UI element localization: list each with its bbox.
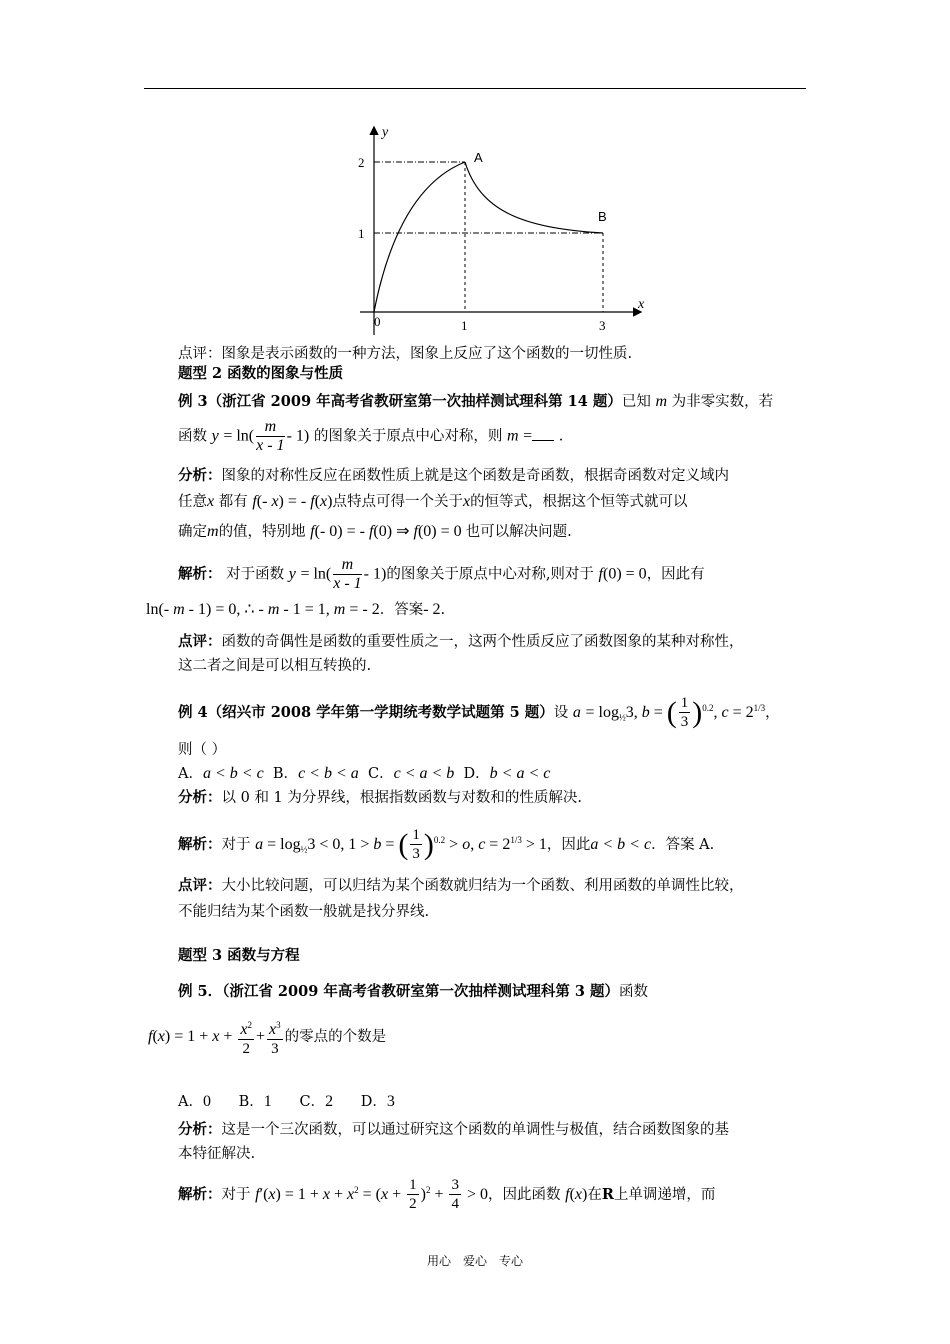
solution-text: ．答案 A. [651,836,715,853]
ex3-text: 的图象关于原点中心对称，则 [313,428,503,445]
ex4-solution: 解析：对于 $a = \log_{\frac{1}{2}}3 < 0$, 1 > b = ( $\frac{1}{3}$ )$^{0.2}$ > o, $c = 2^{1/3} > 1$，因此a < b < c．答案 A. [178,827,715,863]
point-b-label: B [598,209,607,224]
option-d-value: 3 [386,1093,395,1110]
x-tick-3: 3 [599,318,606,333]
solution-text: 在 [587,1186,602,1203]
ex5-options [178,1092,395,1112]
ex3-analysis-1 [178,466,729,486]
solution-text: 的图象关于原点中心对称,则对于 [386,566,594,583]
curve-rising [374,162,465,312]
solution-label: 解析： [178,565,222,583]
solution-label: 解析： [178,835,222,853]
ex3-line1: 例 3（浙江省 2009 年高考省教研室第一次抽样测试理科第 14 题）已知 m 为非零实数，若 [178,393,774,410]
ex4-text: ， [765,704,780,721]
analysis-text: 图象的对称性反应在函数性质上就是这个函数是奇函数，根据奇函数对定义域内 [221,468,729,484]
x-tick-0: 0 [374,314,381,329]
solution-text: 答案 [394,602,424,618]
analysis-label: 分析： [178,467,222,484]
ex3-solution-2: ln(- m - 1) = 0, ∴ - m - 1 = 1, m = - 2．答案- 2. [146,601,446,618]
ex4-source: （绍兴市 2008 学年第一学期统考数学试题第 5 题） [207,703,554,721]
ex5-analysis-2: 本特征解决. [178,1146,256,1162]
solution-label: 解析： [178,1185,222,1203]
option-c-value: 2 [325,1093,334,1110]
x-axis-label: x [638,297,645,312]
y-tick-2: 2 [358,155,365,170]
ex5-text: 函数 [619,984,649,1000]
solution-text: 上单调递增，而 [613,1186,716,1203]
page-footer: 用心 爱心 专心 [426,1254,523,1268]
comment-1 [178,344,632,364]
analysis-text: 都有 [218,494,248,510]
ex4-comment-1 [178,876,744,896]
comment-text: 大小比较问题，可以归结为某个函数就归结为一个函数、利用函数的单调性比较， [221,878,744,894]
section-3-title: 题型 3 函数与方程 [178,947,300,964]
comment-text: 函数的奇偶性是函数的重要性质之一，这两个性质反应了函数图象的某种对称性， [221,634,744,650]
analysis-text: 确定 [178,524,207,540]
option-b-label: B． [238,1094,264,1110]
ex3-text: 已知 [621,394,651,410]
ex5-function: f(x) = 1 + x + $\frac{x^2}{2}$ + $\frac{x^3}{3}$ 的零点的个数是 [148,1016,386,1058]
option-b-label: B． [272,766,299,782]
option-c-label: C． [299,1094,326,1110]
analysis-text: 也可以解决问题. [465,524,572,540]
ex3-line2: 函数 y = ln( $\frac{m}{x - 1}$ - 1) 的图象关于原点中心对称，则 m = . [178,418,564,454]
analysis-text: 这是一个三次函数，可以通过研究这个函数的单调性与极值，结合函数图象的基 [221,1122,729,1138]
option-c-label: C． [367,766,394,782]
option-d-label: D． [360,1094,387,1110]
option-d-label: D． [463,766,490,782]
comment-label: 点评： [178,877,222,894]
ex4-comment-2: 不能归结为某个函数一般就是找分界线. [178,904,430,920]
point-a-label: A [474,150,483,165]
option-a-label: A． [178,766,203,782]
comment-label: 点评： [178,346,222,362]
curve-falling [465,162,603,233]
solution-text: ，因此有 [646,566,705,583]
analysis-label: 分析： [178,1121,222,1138]
function-graph [340,120,660,340]
ex5-text: 的零点的个数是 [284,1029,387,1045]
real-set-symbol: R [601,1185,614,1203]
solution-text: 对于 [221,836,251,853]
x-tick-1: 1 [461,318,468,333]
ex3-comment-1 [178,632,744,652]
ex5-solution: 解析：对于 $f'(x) = 1 + x + x^2 = (x$ + $\frac{1}{2}$ )$^2$ + $\frac{3}{4}$ > 0，因此函数 f(x)在R上单调递增，而 [178,1177,716,1213]
section-2-title: 题型 2 函数的图象与性质 [178,365,344,382]
analysis-text: 的值，特别地 [218,524,306,540]
y-axis-label: y [382,125,389,140]
ex3-analysis-3: 确定m的值，特别地 f(- 0) = - f(0) ⇒ f(0) = 0 也可以解决问题. [178,523,572,540]
ex4-text: 设 [553,704,569,721]
comment-text: 图象是表示函数的一种方法，图象上反应了这个函数的一切性质. [221,346,633,362]
ex3-text: 函数 [178,428,207,445]
analysis-text: 点特点可得一个关于 [332,494,463,510]
ex4-line1: 例 4（绍兴市 2008 学年第一学期统考数学试题第 5 题）设 $a = \log_{\frac{1}{2}}3$, b = ( $\frac{1}{3}$ )$^{0.2}$, $c = 2^{1/3}$， [178,695,780,731]
ex3-solution-1: 解析： 对于函数 y = ln( $\frac{m}{x - 1}$ - 1)的图象关于原点中心对称,则对于 f(0) = 0，因此有 [178,556,705,592]
ex3-title: 例 3（浙江省 2009 年高考省教研室第一次抽样测试理科第 14 题） [178,393,622,410]
ex3-comment-2: 这二者之间是可以相互转换的. [178,658,372,674]
analysis-text: 以 0 和 1 为分界线，根据指数函数与对数和的性质解决. [221,790,582,806]
y-tick-1: 1 [358,226,365,241]
comment-label: 点评： [178,633,222,650]
ex4-ask: 则（ ） [178,742,227,758]
solution-text: 对于函数 [221,566,285,583]
answer-blank [532,426,554,441]
ex5-analysis-1 [178,1120,729,1140]
analysis-label: 分析： [178,789,222,806]
option-a-label: A． [178,1094,203,1110]
ex3-analysis-2: 任意x 都有 f(- x) = - f(x)点特点可得一个关于x的恒等式，根据这个恒等式就可以 [178,493,688,510]
solution-text: 对于 [221,1186,251,1203]
analysis-text: 任意 [178,494,207,510]
solution-text: ，因此 [546,836,591,853]
option-a-value: 0 [202,1093,211,1110]
ex4-analysis [178,788,582,808]
ex4-title: 例 4 [178,703,208,721]
option-b-value: 1 [263,1093,272,1110]
header-rule [144,88,806,89]
solution-text: ，因此函数 [488,1186,561,1203]
analysis-text: 的恒等式，根据这个恒等式就可以 [470,494,688,510]
ex3-text: 为非零实数，若 [671,394,774,410]
ex5-title-line [178,982,648,1002]
ex4-options: A．a < b < c B．c < b < a C．c < a < b D．b < a < c [178,765,551,782]
ex5-title: 例 5．（浙江省 2009 年高考省教研室第一次抽样测试理科第 3 题） [178,983,620,1000]
